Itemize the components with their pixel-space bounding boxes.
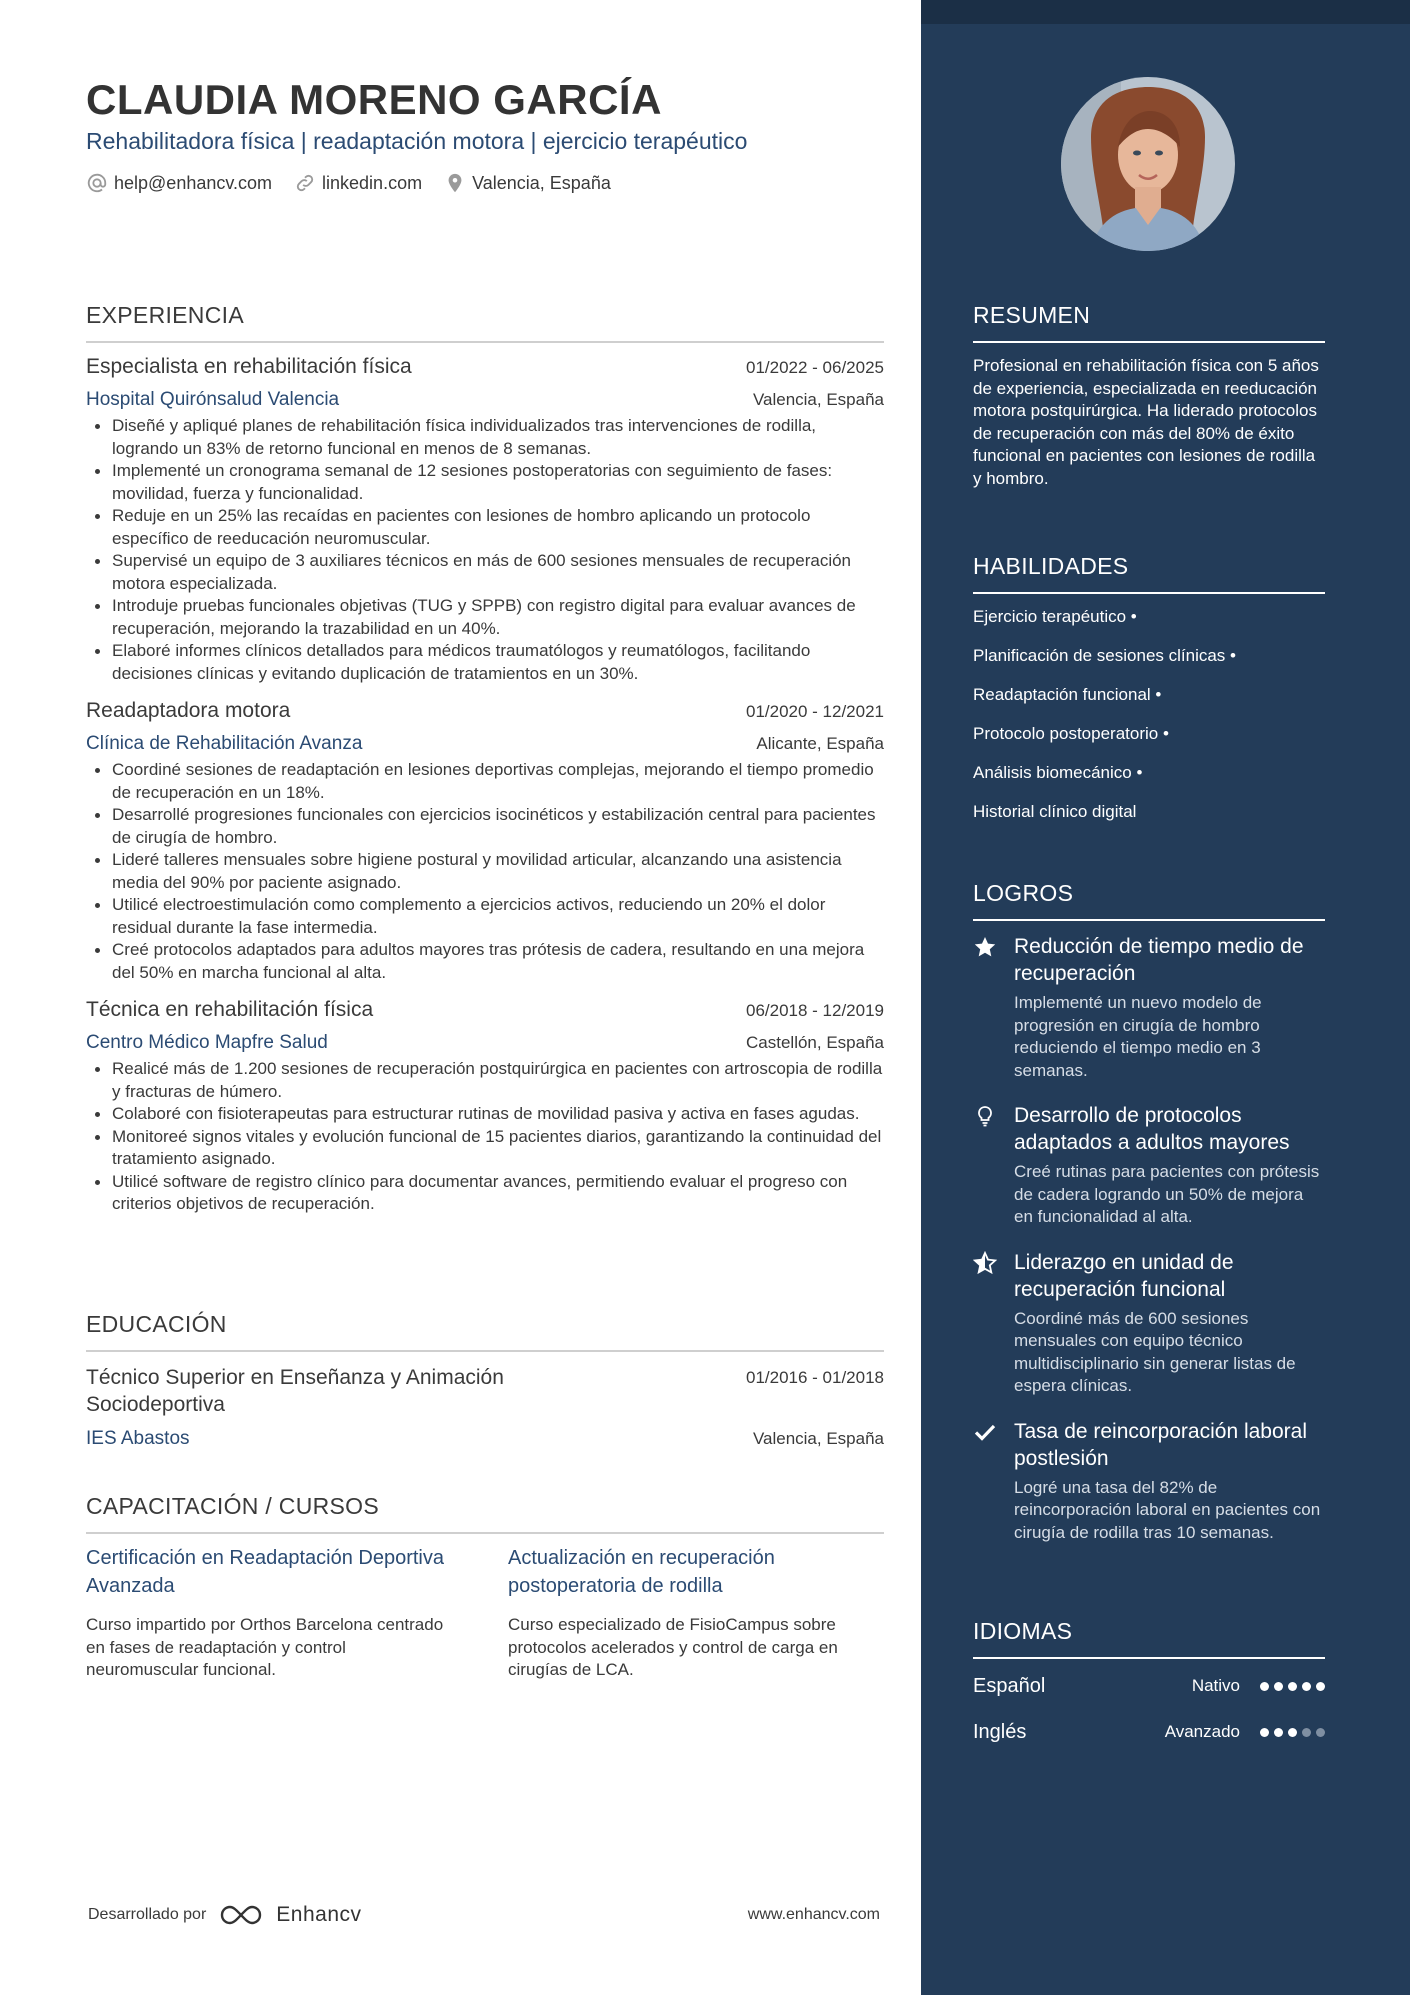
section-divider	[973, 919, 1325, 921]
contact-bar	[86, 172, 611, 194]
language-name: Inglés	[973, 1720, 1027, 1743]
bullet: Monitoreé signos vitales y evolución funcional de 15 pacientes diarios, garantizando la continuidad del tratamiento asignado.	[86, 1126, 884, 1171]
bullet: Implementé un cronograma semanal de 12 sesiones postoperatorias con seguimiento de fases: movilidad, fuerza y funcionalidad.	[86, 460, 884, 505]
rating-dot-filled	[1288, 1682, 1297, 1691]
education-section	[86, 1311, 884, 1450]
footer	[88, 1902, 880, 1928]
course-description: Curso impartido por Orthos Barcelona centrado en fases de readaptación y control neuromuscular funcional.	[86, 1615, 444, 1679]
lightbulb-icon	[973, 1104, 997, 1128]
achievement-description: Logré una tasa del 82% de reincorporación laboral en pacientes con cirugía de rodilla tras 10 semanas.	[1014, 1477, 1321, 1542]
contact-email[interactable]	[86, 172, 272, 194]
brand-name: Enhancv	[276, 1903, 362, 1926]
bullet: Lideré talleres mensuales sobre higiene postural y movilidad articular, alcanzando una asistencia media del 90% por paciente asignado.	[86, 849, 884, 894]
job-location: Castellón, España	[746, 1033, 884, 1052]
link-icon	[294, 172, 316, 194]
job-title: Especialista en rehabilitación física	[86, 355, 412, 378]
experience-title: EXPERIENCIA	[86, 302, 244, 328]
job-bullets	[86, 415, 884, 685]
language-level: Nativo	[1191, 1676, 1240, 1695]
education-title: EDUCACIÓN	[86, 1311, 227, 1337]
candidate-name: CLAUDIA MORENO GARCÍA	[86, 76, 662, 123]
course-title: Certificación en Readaptación Deportiva Avanzada	[86, 1547, 444, 1597]
achievement-description: Coordiné más de 600 sesiones mensuales con equipo técnico multidisciplinario sin generar listas de espera clínicas.	[1014, 1308, 1296, 1395]
summary-text: Profesional en rehabilitación física con 5 años de experiencia, especializada en reeducación motora postquirúrgica. Ha liderado protocolos de recuperación con más del 80% de éxito funcional en pacientes con lesiones de rodilla y hombro.	[973, 356, 1319, 488]
bullet: Diseñé y apliqué planes de rehabilitación física individualizados tras intervenciones de rodilla, logrando un 83% de retorno funcional en menos de 8 semanas.	[86, 415, 884, 460]
section-divider	[973, 341, 1325, 343]
achievement-title: Liderazgo en unidad de recuperación funcional	[1014, 1250, 1234, 1301]
achievement-item	[973, 933, 1325, 1082]
job-entry	[86, 355, 884, 685]
contact-location-text: Valencia, España	[472, 172, 611, 193]
rating-dot-filled	[1316, 1682, 1325, 1691]
course-item	[508, 1544, 884, 1682]
rating-dot-empty	[1302, 1728, 1311, 1737]
job-entry	[86, 998, 884, 1216]
achievement-description: Implementé un nuevo modelo de progresión en cirugía de hombro reduciendo el tiempo medio en 3 semanas.	[1014, 993, 1262, 1080]
sidebar-top-band	[921, 0, 1410, 24]
candidate-title: Rehabilitadora física | readaptación motora | ejercicio terapéutico	[86, 128, 748, 154]
rating-dot-filled	[1274, 1728, 1283, 1737]
education-dates: 01/2016 - 01/2018	[745, 1368, 884, 1387]
school-name: IES Abastos	[86, 1428, 190, 1449]
experience-section	[86, 302, 884, 1216]
bullet: Coordiné sesiones de readaptación en lesiones deportivas complejas, mejorando el tiempo promedio de recuperación en un 18%.	[86, 759, 884, 804]
job-bullets	[86, 1058, 884, 1216]
job-entry	[86, 699, 884, 984]
achievement-title: Desarrollo de protocolos adaptados a adultos mayores	[1014, 1104, 1290, 1154]
bullet: Realicé más de 1.200 sesiones de recuperación postquirúrgica en pacientes con artroscopia de rodilla y fracturas de húmero.	[86, 1058, 884, 1103]
developed-by-label: Desarrollado por	[88, 1906, 207, 1923]
skill-item: Planificación de sesiones clínicas •	[973, 646, 1236, 665]
degree-title: Técnico Superior en Enseñanza y Animación Sociodeportiva	[86, 1366, 504, 1416]
job-organization: Centro Médico Mapfre Salud	[86, 1032, 328, 1053]
achievement-title: Reducción de tiempo medio de recuperación	[1014, 935, 1304, 985]
rating-dot-empty	[1316, 1728, 1325, 1737]
achievement-description: Creé rutinas para pacientes con prótesis de cadera logrando un 50% de mejora en funcionalidad al alta.	[1014, 1162, 1320, 1226]
at-icon	[86, 172, 108, 194]
languages-title: IDIOMAS	[973, 1618, 1073, 1644]
bullet: Desarrollé progresiones funcionales con ejercicios isocinéticos y estabilización central para pacientes de cirugía de hombro.	[86, 804, 884, 849]
rating-dot-filled	[1302, 1682, 1311, 1691]
language-name: Español	[973, 1674, 1046, 1697]
language-item	[973, 1709, 1325, 1755]
job-dates: 01/2020 - 12/2021	[745, 702, 884, 721]
contact-location	[444, 172, 611, 194]
bullet: Utilicé electroestimulación como complemento a ejercicios activos, reduciendo un 20% el dolor residual durante la fase intermedia.	[86, 894, 884, 939]
skill-item: Protocolo postoperatorio •	[973, 724, 1169, 743]
rating-dot-filled	[1260, 1682, 1269, 1691]
achievement-item	[973, 1102, 1325, 1229]
enhancv-logo-icon	[218, 1902, 264, 1928]
courses-section	[86, 1493, 884, 1682]
rating-dot-filled	[1260, 1728, 1269, 1737]
job-title: Técnica en rehabilitación física	[86, 998, 374, 1021]
languages-section	[973, 1618, 1325, 1755]
courses-title: CAPACITACIÓN / CURSOS	[86, 1493, 379, 1519]
job-location: Valencia, España	[752, 390, 884, 409]
bullet: Elaboré informes clínicos detallados para médicos traumatólogos y reumatólogos, facilitando decisiones clínicas y evitando duplicación de tratamientos en un 30%.	[86, 640, 884, 685]
job-bullets	[86, 759, 884, 984]
course-item	[86, 1544, 462, 1682]
skills-section	[973, 553, 1325, 840]
bullet: Utilicé software de registro clínico para documentar avances, permitiendo evaluar el progreso con criterios objetivos de recuperación.	[86, 1171, 884, 1216]
section-divider	[86, 1532, 884, 1534]
language-level: Avanzado	[1164, 1722, 1240, 1741]
achievements-title: LOGROS	[973, 880, 1074, 906]
bullet: Introduje pruebas funcionales objetivas (TUG y SPPB) con registro digital para evaluar avances de recuperación, mejorando la trazabilidad en un 40%.	[86, 595, 884, 640]
course-title: Actualización en recuperación postoperatoria de rodilla	[508, 1547, 775, 1597]
language-rating	[1260, 1682, 1325, 1691]
section-divider	[973, 592, 1325, 594]
summary-section	[973, 302, 1325, 490]
achievement-title: Tasa de reincorporación laboral postlesión	[1014, 1419, 1308, 1470]
star-icon	[973, 935, 997, 959]
avatar	[1061, 77, 1235, 251]
skills-title: HABILIDADES	[973, 553, 1129, 579]
language-rating	[1260, 1728, 1325, 1737]
job-organization: Clínica de Rehabilitación Avanza	[86, 733, 363, 754]
footer-brand[interactable]	[88, 1902, 362, 1928]
achievement-item	[973, 1249, 1325, 1398]
section-divider	[973, 1657, 1325, 1659]
section-divider	[86, 1350, 884, 1352]
course-description: Curso especializado de FisioCampus sobre protocolos acelerados y control de carga en cirugías de LCA.	[508, 1615, 838, 1679]
job-location: Alicante, España	[756, 734, 884, 753]
check-icon	[973, 1420, 997, 1444]
skill-item: Historial clínico digital	[973, 802, 1137, 821]
skill-item: Análisis biomecánico •	[973, 763, 1143, 782]
skill-item: Ejercicio terapéutico •	[973, 607, 1137, 626]
contact-linkedin[interactable]	[294, 172, 422, 194]
bullet: Colaboré con fisioterapeutas para estructurar rutinas de movilidad pasiva y activa en fases agudas.	[86, 1103, 884, 1126]
job-title: Readaptadora motora	[86, 699, 291, 722]
school-location: Valencia, España	[752, 1429, 884, 1448]
skill-item: Readaptación funcional •	[973, 685, 1162, 704]
achievement-item	[973, 1418, 1325, 1545]
bullet: Reduje en un 25% las recaídas en pacientes con lesiones de hombro aplicando un protocolo específico de reeducación neuromuscular.	[86, 505, 884, 550]
rating-dot-filled	[1288, 1728, 1297, 1737]
language-item	[973, 1663, 1325, 1709]
job-organization: Hospital Quirónsalud Valencia	[86, 389, 340, 410]
website-link[interactable]: www.enhancv.com	[747, 1906, 880, 1923]
contact-linkedin-text: linkedin.com	[322, 172, 423, 193]
bullet: Supervisé un equipo de 3 auxiliares técnicos en más de 600 sesiones mensuales de recuperación motora especializada.	[86, 550, 884, 595]
contact-email-text: help@enhancv.com	[114, 172, 273, 193]
job-dates: 06/2018 - 12/2019	[745, 1001, 884, 1020]
bullet: Creé protocolos adaptados para adultos mayores tras prótesis de cadera, resultando en una mejora del 50% en marcha funcional al alta.	[86, 939, 884, 984]
summary-title: RESUMEN	[973, 302, 1091, 328]
job-dates: 01/2022 - 06/2025	[745, 358, 884, 377]
achievements-section	[973, 880, 1325, 1544]
rating-dot-filled	[1274, 1682, 1283, 1691]
location-pin-icon	[444, 172, 466, 194]
section-divider	[86, 341, 884, 343]
portrait-image	[1061, 77, 1235, 251]
star-half-icon	[973, 1251, 997, 1275]
